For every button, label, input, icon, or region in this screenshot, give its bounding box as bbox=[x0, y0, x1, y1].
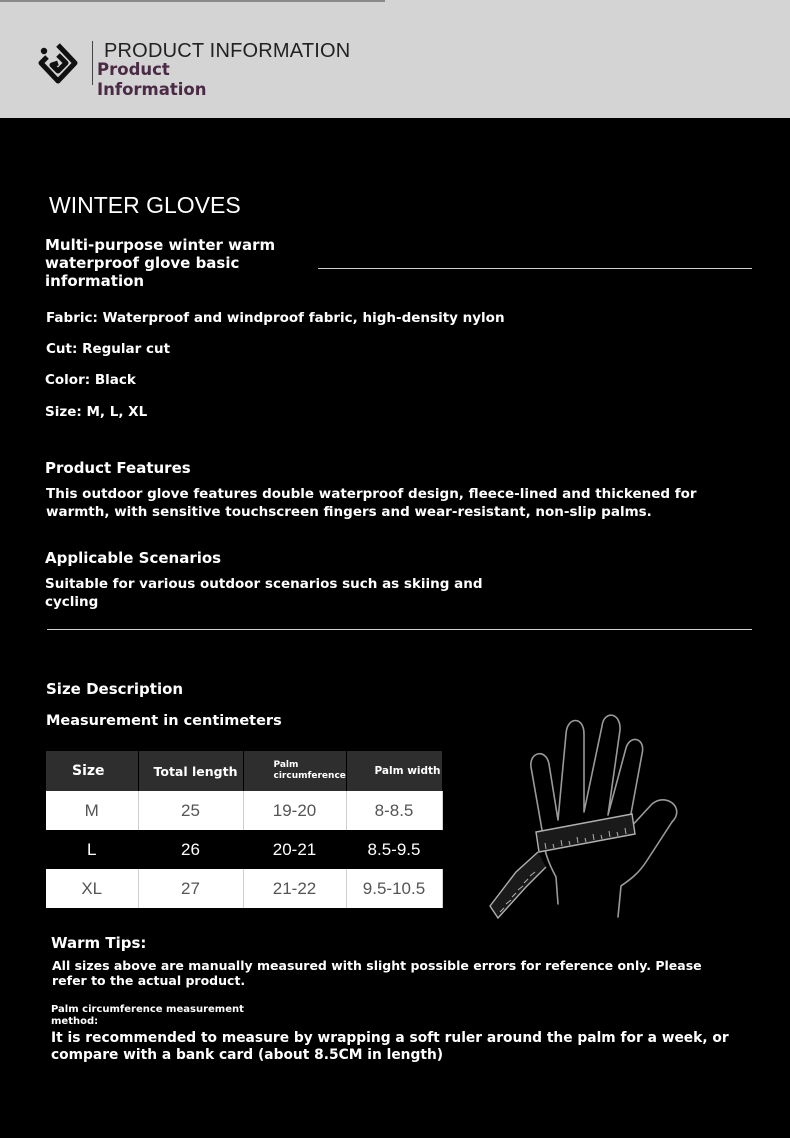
header-divider bbox=[92, 41, 93, 85]
header-subtitle-line2: Information bbox=[97, 80, 207, 99]
table-cell: 8-8.5 bbox=[346, 791, 442, 830]
table-header-row bbox=[46, 751, 442, 791]
column-header-palm-circumference: Palm circumference bbox=[243, 751, 346, 791]
table-cell: 8.5-9.5 bbox=[346, 830, 442, 869]
table-cell: 20-21 bbox=[243, 830, 346, 869]
table-cell: M bbox=[46, 791, 138, 830]
table-cell: 21-22 bbox=[243, 869, 346, 908]
measurement-recommendation bbox=[51, 1030, 729, 1064]
header-title: PRODUCT INFORMATION bbox=[104, 40, 351, 62]
brand-logo-icon bbox=[38, 42, 78, 84]
scenarios-text bbox=[45, 575, 483, 611]
warm-tips-title: Warm Tips: bbox=[51, 934, 147, 952]
features-title: Product Features bbox=[45, 459, 191, 477]
basic-info-heading bbox=[45, 236, 275, 290]
hand-measurement-illustration bbox=[486, 712, 686, 924]
table-cell: 9.5-10.5 bbox=[346, 869, 442, 908]
scenarios-line1: Suitable for various outdoor scenarios such as skiing and bbox=[45, 576, 483, 592]
scenarios-title: Applicable Scenarios bbox=[45, 549, 222, 567]
features-line1: This outdoor glove features double waterproof design, fleece-lined and thickened for bbox=[46, 486, 697, 502]
table-cell: 26 bbox=[138, 830, 243, 869]
table-cell: 27 bbox=[138, 869, 243, 908]
basic-info-line3: information bbox=[45, 272, 145, 290]
table-cell: XL bbox=[46, 869, 138, 908]
cut-text: Cut: Regular cut bbox=[46, 341, 171, 357]
measurement-method-label bbox=[51, 1004, 244, 1028]
table-row bbox=[46, 869, 442, 908]
recommendation-line1: It is recommended to measure by wrapping a soft ruler around the palm for a week, or bbox=[51, 1030, 729, 1046]
divider-line bbox=[318, 268, 752, 269]
scenarios-line2: cycling bbox=[45, 594, 99, 610]
features-text bbox=[46, 485, 697, 521]
basic-info-line2: waterproof glove basic bbox=[45, 254, 240, 272]
table-cell: L bbox=[46, 830, 138, 869]
size-table bbox=[46, 751, 443, 908]
page-header bbox=[0, 0, 790, 118]
color-text: Color: Black bbox=[45, 372, 136, 388]
size-text: Size: M, L, XL bbox=[45, 404, 148, 420]
features-line2: warmth, with sensitive touchscreen fingers and wear-resistant, non-slip palms. bbox=[46, 504, 652, 520]
column-header-total-length: Total length bbox=[138, 751, 243, 791]
header-subtitle bbox=[97, 60, 207, 100]
table-row bbox=[46, 791, 442, 830]
basic-info-line1: Multi-purpose winter warm bbox=[45, 236, 276, 254]
measurement-method-line2: method: bbox=[51, 1016, 99, 1027]
ruler-band bbox=[490, 814, 635, 918]
table-cell: 19-20 bbox=[243, 791, 346, 830]
product-title: WINTER GLOVES bbox=[49, 192, 241, 218]
header-subtitle-line1: Product bbox=[97, 60, 170, 79]
recommendation-line2: compare with a bank card (about 8.5CM in length) bbox=[51, 1047, 444, 1063]
measurement-unit-note: Measurement in centimeters bbox=[46, 713, 282, 729]
measurement-method-line1: Palm circumference measurement bbox=[51, 1004, 244, 1015]
warm-tips-line1: All sizes above are manually measured with slight possible errors for reference only. Please bbox=[52, 958, 702, 973]
warm-tips-text bbox=[52, 958, 702, 988]
header-top-line bbox=[0, 0, 385, 2]
column-header-size: Size bbox=[46, 751, 138, 791]
column-header-palm-width: Palm width bbox=[346, 751, 442, 791]
warm-tips-line2: refer to the actual product. bbox=[52, 973, 246, 988]
divider-line bbox=[47, 629, 752, 630]
size-description-title: Size Description bbox=[46, 680, 184, 698]
table-row bbox=[46, 830, 442, 869]
fabric-text: Fabric: Waterproof and windproof fabric, high-density nylon bbox=[46, 310, 505, 326]
table-cell: 25 bbox=[138, 791, 243, 830]
